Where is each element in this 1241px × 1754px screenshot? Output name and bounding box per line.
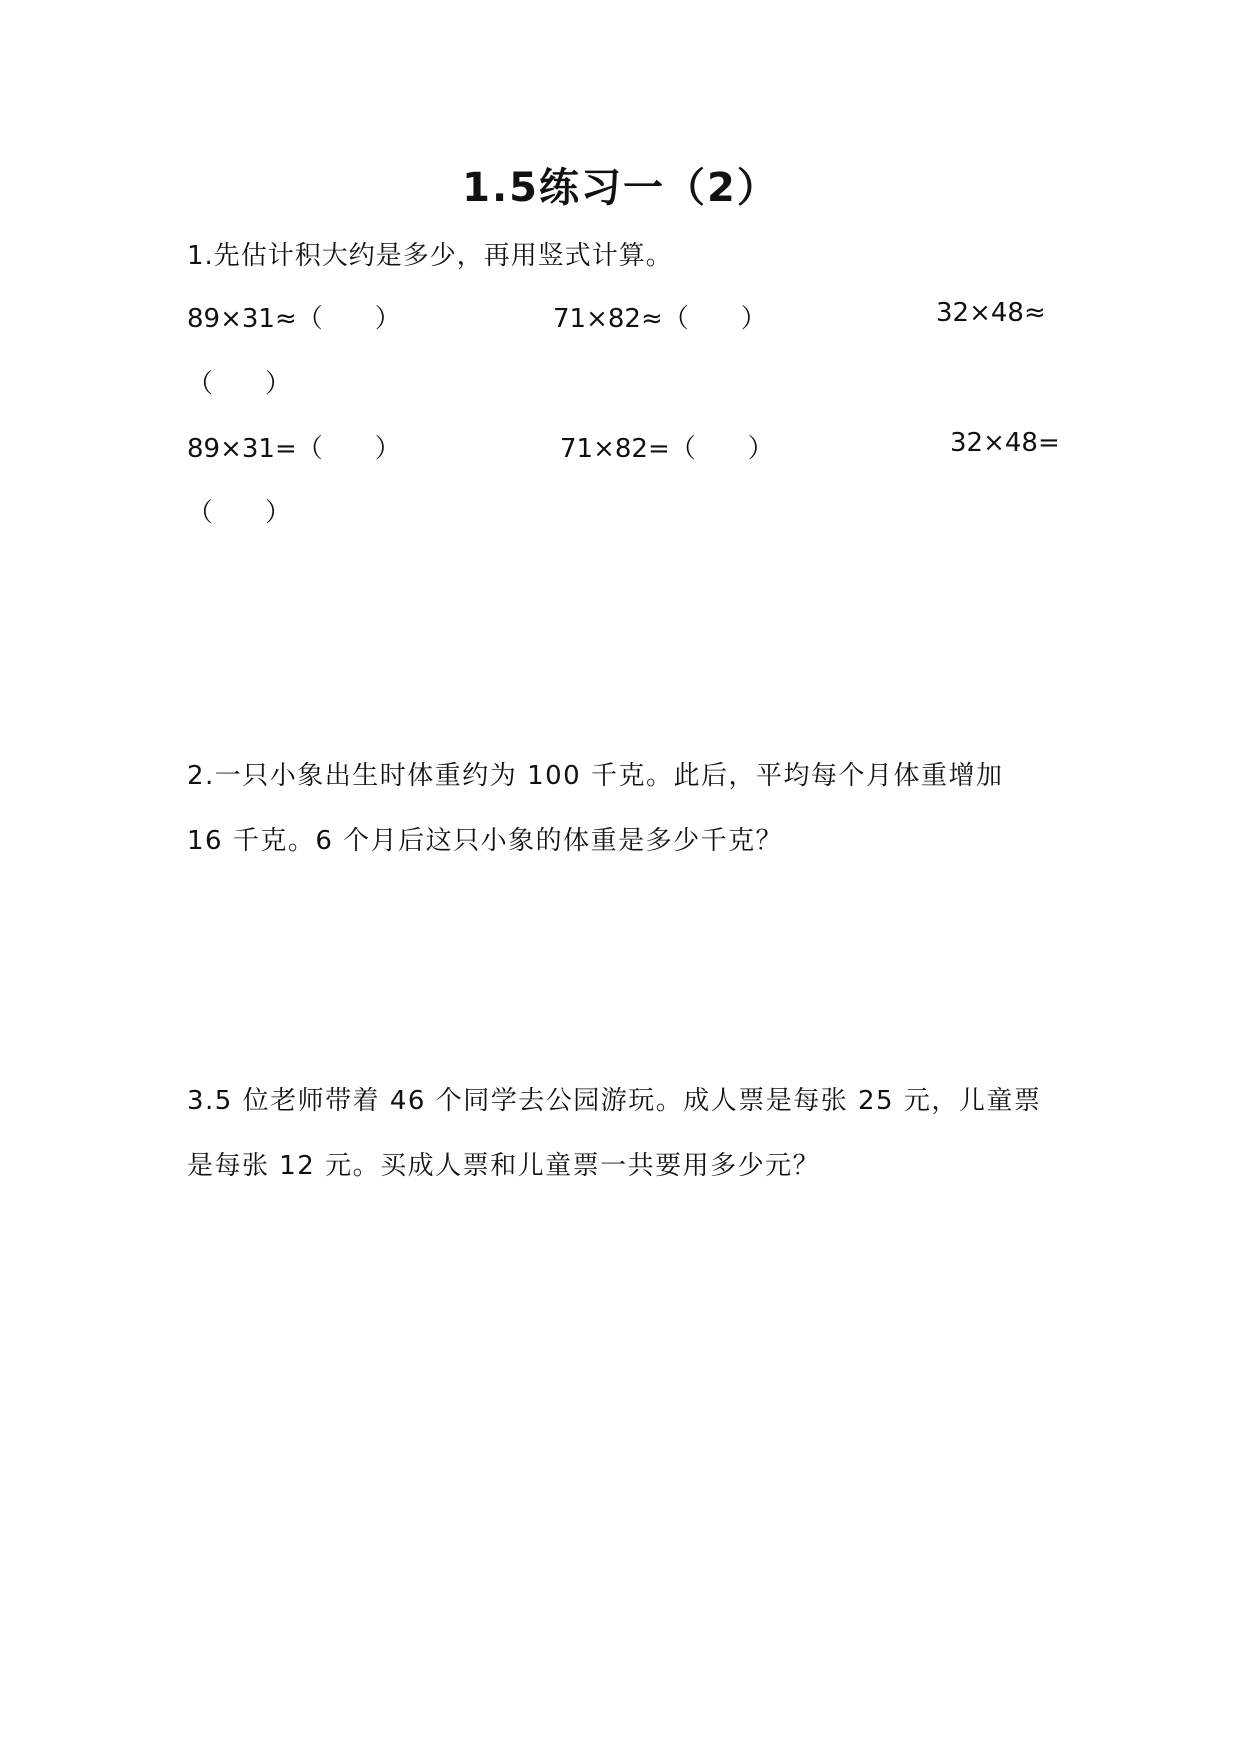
question-3-line-1: 3.5 位老师带着 46 个同学去公园游玩。成人票是每张 25 元，儿童票 — [187, 1086, 1042, 1116]
question-1-prompt: 1.先估计积大约是多少，再用竖式计算。 — [187, 241, 673, 271]
exact-expression-1: 89×31=（ ） — [187, 434, 401, 464]
exact-answer-blank-3: （ ） — [187, 498, 292, 528]
estimate-expression-3: 32×48≈ — [936, 298, 1046, 328]
question-2-line-2: 16 千克。6 个月后这只小象的体重是多少千克？ — [187, 826, 784, 856]
question-3-line-2: 是每张 12 元。买成人票和儿童票一共要用多少元？ — [187, 1151, 821, 1181]
estimate-expression-2: 71×82≈（ ） — [553, 304, 767, 334]
estimate-answer-blank-3: （ ） — [187, 369, 292, 399]
exact-expression-2: 71×82=（ ） — [560, 434, 774, 464]
estimate-expression-1: 89×31≈（ ） — [187, 304, 401, 334]
question-2-line-1: 2.一只小象出生时体重约为 100 千克。此后，平均每个月体重增加 — [187, 761, 1004, 791]
worksheet-title: 1.5练习一（2） — [462, 165, 779, 211]
exact-expression-3: 32×48= — [950, 428, 1060, 458]
